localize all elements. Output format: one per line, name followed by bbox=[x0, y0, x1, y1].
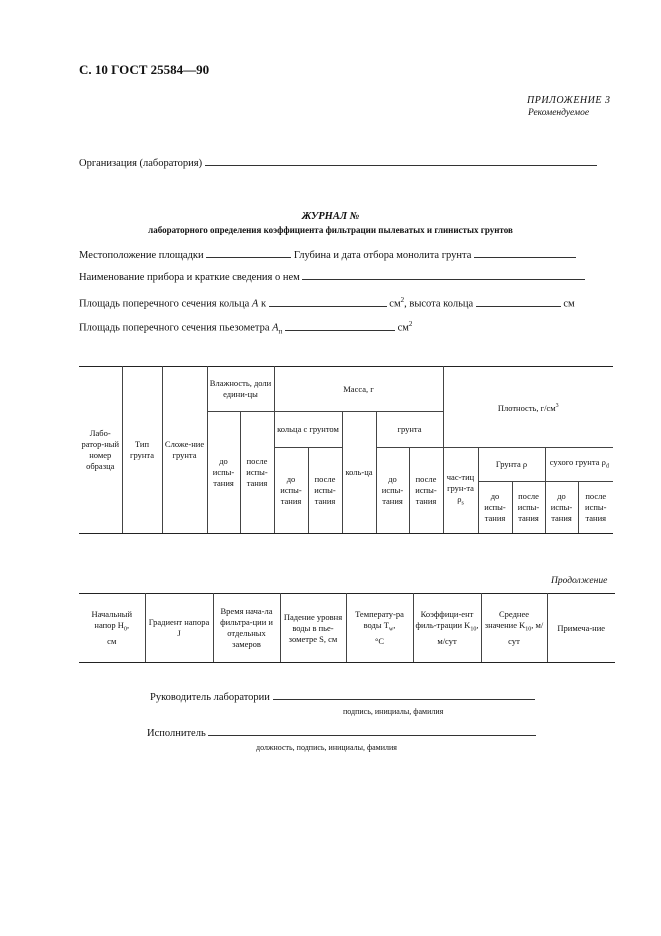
col-gradient: Градиент напора J bbox=[145, 594, 213, 663]
head-signature-blank[interactable] bbox=[273, 698, 535, 700]
col-mass: Масса, г bbox=[274, 367, 443, 412]
head-signature-row bbox=[150, 692, 535, 703]
col-moisture-after: после испы-тания bbox=[240, 412, 274, 534]
location-row bbox=[79, 250, 576, 261]
org-blank[interactable] bbox=[205, 164, 597, 166]
depth-blank[interactable] bbox=[474, 256, 576, 258]
col-temperature: Температу-ра воды $T_w$, °С bbox=[346, 594, 413, 663]
col-start-time: Время нача-ла фильтра-ции и отдельных замеров bbox=[213, 594, 280, 663]
ring-height-unit: см bbox=[563, 298, 575, 310]
journal-subtitle: лабораторного определения коэффициента фильтрации пылеватых и глинистых грунтов bbox=[148, 225, 513, 235]
col-dry-density-before: до испы-тания bbox=[545, 482, 578, 534]
ring-area-unit: см bbox=[389, 298, 401, 310]
col-ring-soil-after: после испы-тания bbox=[308, 448, 342, 534]
journal-title: ЖУРНАЛ № bbox=[301, 211, 360, 222]
col-ring: коль-ца bbox=[342, 412, 376, 534]
col-soil-before: до испы-тания bbox=[376, 448, 409, 534]
col-soil-density-after: после испы-тания bbox=[512, 482, 545, 534]
org-row bbox=[79, 158, 597, 169]
col-initial-head: Начальный напор $H_0$, см bbox=[79, 594, 145, 663]
head-caption: подпись, инициалы, фамилия bbox=[343, 707, 444, 716]
org-label: Организация (лаборатория) bbox=[79, 158, 203, 169]
head-label: Руководитель лаборатории bbox=[150, 692, 270, 703]
col-density: Плотность, $г/см^3$ bbox=[443, 367, 613, 448]
piezo-row: Площадь поперечного сечения пьезометра $A_п$ $см^2$ bbox=[79, 320, 413, 336]
symbol-a: A bbox=[251, 298, 259, 310]
col-soil-after: после испы-тания bbox=[409, 448, 443, 534]
location-blank[interactable] bbox=[206, 256, 291, 258]
exec-caption: должность, подпись, инициалы, фамилия bbox=[256, 743, 397, 752]
ring-area-row: Площадь поперечного сечения кольца A к $см^2$, высота кольца см bbox=[79, 296, 575, 310]
symbol-an: A bbox=[272, 322, 279, 334]
measurement-table bbox=[79, 366, 613, 534]
col-ring-soil-before: до испы-тания bbox=[274, 448, 308, 534]
appendix-title: ПРИЛОЖЕНИЕ 3 bbox=[527, 95, 611, 106]
piezo-label: Площадь поперечного сечения пьезометра bbox=[79, 322, 270, 334]
col-sample-number: Лабо-ратор-ный номер образца bbox=[79, 367, 122, 534]
col-note: Примеча-ние bbox=[547, 594, 615, 663]
continuation-label: Продолжение bbox=[551, 576, 608, 586]
col-soil-density-before: до испы-тания bbox=[478, 482, 512, 534]
col-moisture-before: до испы-тания bbox=[207, 412, 240, 534]
ring-area-label: Площадь поперечного сечения кольца bbox=[79, 298, 250, 310]
piezo-blank[interactable] bbox=[285, 329, 395, 331]
piezo-unit: см bbox=[397, 322, 409, 334]
col-filtration-coeff: Коэффици-ент филь-трации $K_{10}$, м/сут bbox=[413, 594, 481, 663]
col-particle-density: час-тиц грун-та $\rho_s$ bbox=[443, 448, 478, 534]
exec-label: Исполнитель bbox=[147, 728, 206, 739]
location-label: Местоположение площадки bbox=[79, 250, 204, 261]
col-soil-composition: Сложе-ние грунта bbox=[162, 367, 207, 534]
col-moisture: Влажность, доли едини-цы bbox=[207, 367, 274, 412]
col-dry-density: сухого грунта $\rho_d$ bbox=[545, 448, 613, 482]
col-ring-with-soil: кольца с грунтом bbox=[274, 412, 342, 448]
ring-area-blank[interactable] bbox=[269, 305, 387, 307]
depth-label: Глубина и дата отбора монолита грунта bbox=[293, 250, 472, 261]
col-level-drop: Падение уровня воды в пье-зометре S, см bbox=[280, 594, 346, 663]
col-dry-density-after: после испы-тания bbox=[578, 482, 613, 534]
exec-signature-row bbox=[147, 728, 536, 739]
device-label: Наименование прибора и краткие сведения о нем bbox=[79, 272, 300, 283]
ring-height-label: , высота кольца bbox=[404, 298, 474, 310]
col-soil-mass: грунта bbox=[376, 412, 443, 448]
ring-height-blank[interactable] bbox=[476, 305, 561, 307]
exec-signature-blank[interactable] bbox=[208, 734, 536, 736]
continuation-table bbox=[79, 593, 615, 663]
col-soil-type: Тип грунта bbox=[122, 367, 162, 534]
page-header: С. 10 ГОСТ 25584—90 bbox=[79, 62, 210, 77]
col-mean-value: Среднее значение $K_{10}$, м/сут bbox=[481, 594, 547, 663]
device-blank[interactable] bbox=[302, 278, 585, 280]
appendix-subtitle: Рекомендуемое bbox=[528, 108, 590, 118]
col-soil-density: Грунта ρ bbox=[478, 448, 545, 482]
device-row bbox=[79, 272, 585, 283]
